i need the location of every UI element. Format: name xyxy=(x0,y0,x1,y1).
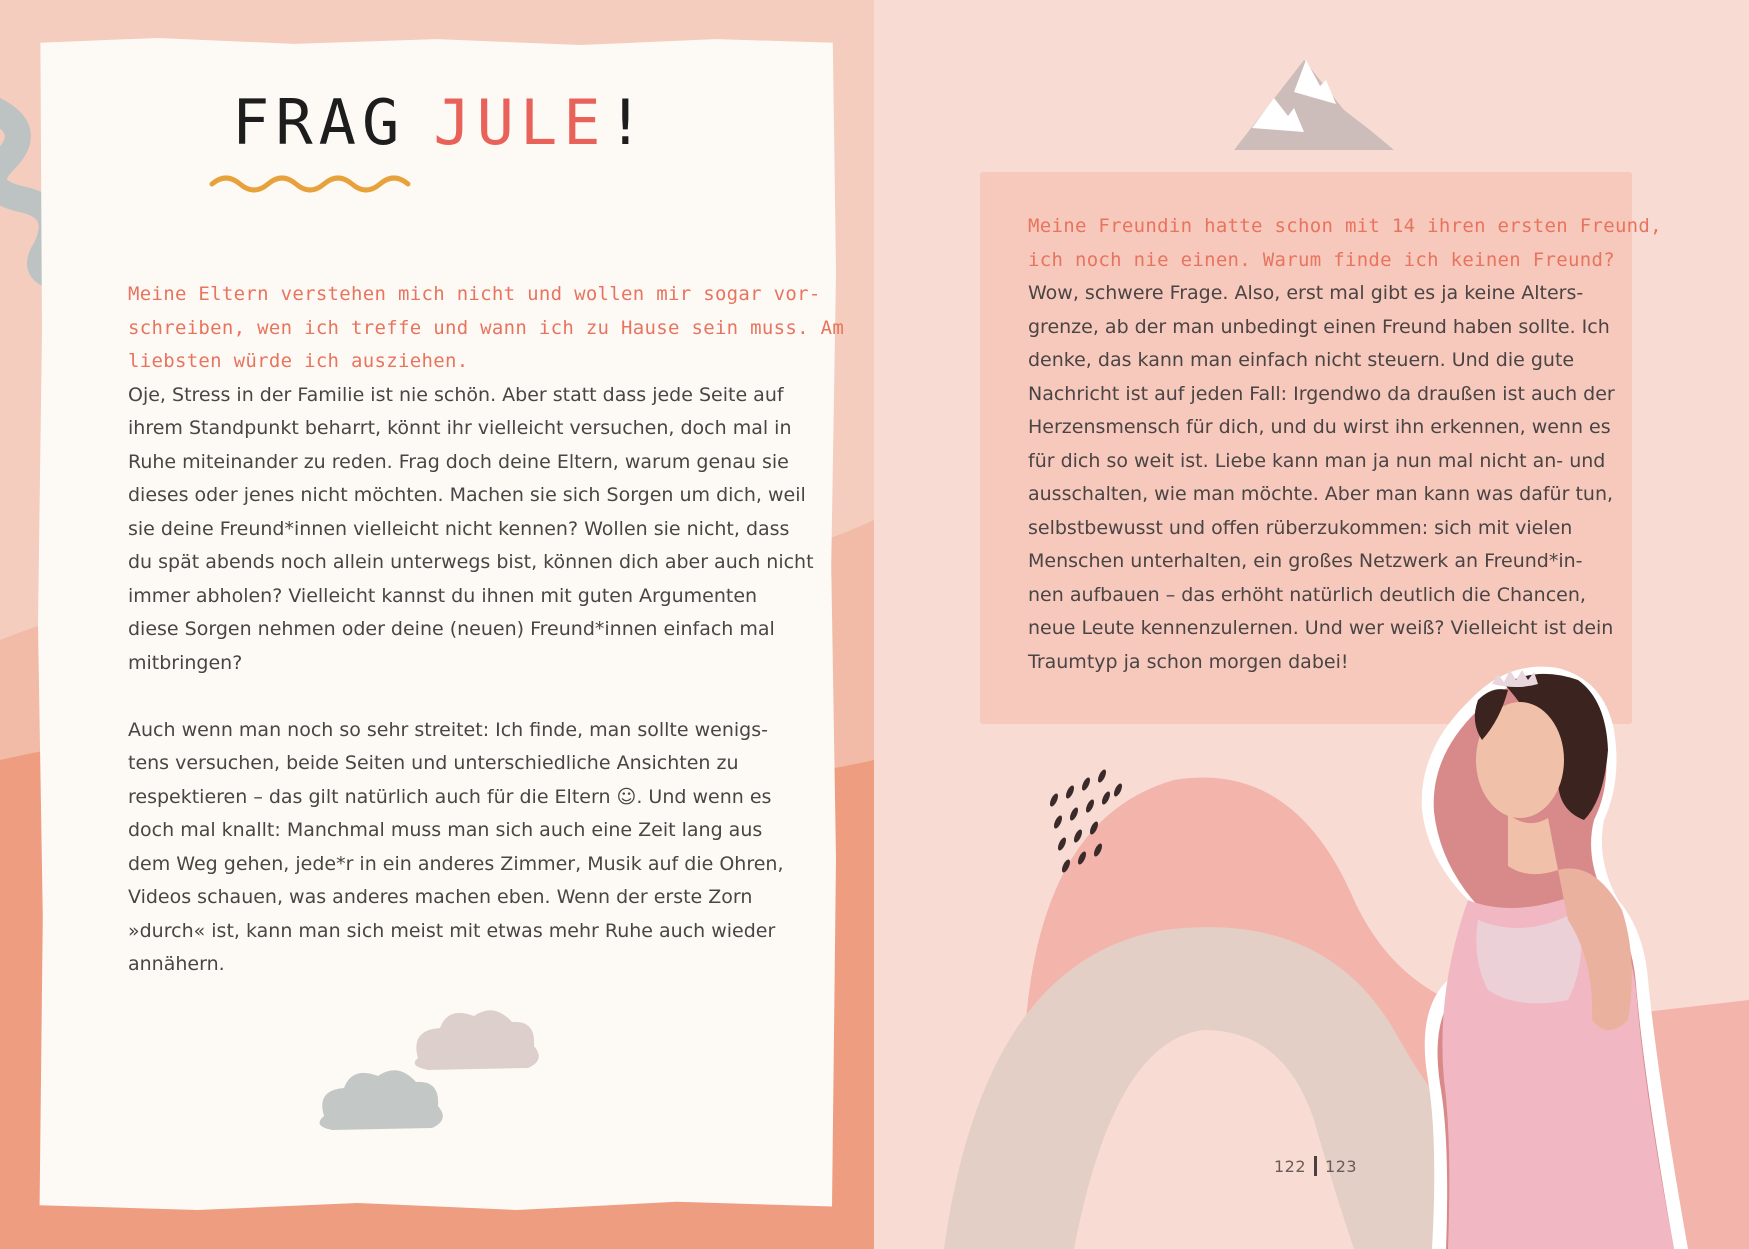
body-line: Herzensmensch für dich, und du wirst ihn erkennen, wenn es xyxy=(1028,416,1611,438)
question-line: Meine Freundin hatte schon mit 14 ihren ersten Freund, xyxy=(1028,215,1662,237)
body-line: neue Leute kennenzulernen. Und wer weiß? Vielleicht ist dein xyxy=(1028,617,1614,639)
left-answer-paragraph-1 xyxy=(128,379,844,681)
page-number-separator xyxy=(1314,1156,1317,1176)
body-line: selbstbewusst und offen rüberzukommen: sich mit vielen xyxy=(1028,516,1573,539)
page-title xyxy=(232,86,650,159)
body-line: Oje, Stress in der Familie ist nie schön. Aber statt dass jede Seite auf xyxy=(128,383,784,406)
paragraph-gap xyxy=(128,680,844,714)
title-word-jule: JULE xyxy=(433,86,607,159)
page-number-right: 123 xyxy=(1325,1157,1358,1176)
left-answer-paragraph-2 xyxy=(128,714,844,982)
body-line: dieses oder jenes nicht möchten. Machen sie sich Sorgen um dich, weil xyxy=(128,484,806,506)
title-exclamation: ! xyxy=(606,86,650,159)
body-line: respektieren – das gilt natürlich auch für die Eltern ☺. Und wenn es xyxy=(128,785,772,808)
body-line: »durch« ist, kann man sich meist mit etwas mehr Ruhe auch wieder xyxy=(128,919,776,942)
question-line: ich noch nie einen. Warum finde ich keinen Freund? xyxy=(1028,248,1615,271)
body-line: du spät abends noch allein unterwegs bist, können dich aber auch nicht xyxy=(128,551,814,573)
body-line: Traumtyp ja schon morgen dabei! xyxy=(1028,650,1349,673)
body-line: immer abholen? Vielleicht kannst du ihnen mit guten Argumenten xyxy=(128,584,758,607)
mountain-shape xyxy=(1234,60,1394,150)
right-column xyxy=(1028,210,1662,679)
left-column xyxy=(128,278,844,982)
person-photo-cutout xyxy=(1408,660,1698,1249)
page-number-left: 122 xyxy=(1274,1157,1307,1176)
body-line: Videos schauen, was anderes machen eben. Wenn der erste Zorn xyxy=(128,886,753,908)
question-line: liebsten würde ich ausziehen. xyxy=(128,350,469,372)
body-line: ihrem Standpunkt beharrt, könnt ihr vielleicht versuchen, doch mal in xyxy=(128,417,792,439)
body-line: für dich so weit ist. Liebe kann man ja nun mal nicht an- und xyxy=(1028,449,1606,472)
body-line: doch mal knallt: Manchmal muss man sich auch eine Zeit lang aus xyxy=(128,819,763,841)
body-line: tens versuchen, beide Seiten und unterschiedliche Ansichten zu xyxy=(128,752,739,774)
right-answer xyxy=(1028,277,1662,679)
page-numbers xyxy=(1274,1156,1357,1176)
body-line: denke, das kann man einfach nicht steuern. Und die gute xyxy=(1028,349,1575,371)
body-line: Menschen unterhalten, ein großes Netzwerk an Freund*in- xyxy=(1028,550,1583,572)
body-line: annähern. xyxy=(128,953,225,975)
right-question xyxy=(1028,210,1662,277)
body-line: diese Sorgen nehmen oder deine (neuen) Freund*innen einfach mal xyxy=(128,618,775,640)
body-line: Wow, schwere Frage. Also, erst mal gibt es ja keine Alters- xyxy=(1028,282,1584,304)
title-word-frag: FRAG xyxy=(232,86,406,159)
body-line: mitbringen? xyxy=(128,651,243,674)
body-line: Nachricht ist auf jeden Fall: Irgendwo da draußen ist auch der xyxy=(1028,382,1615,405)
left-question xyxy=(128,278,844,379)
body-line: Ruhe miteinander zu reden. Frag doch deine Eltern, warum genau sie xyxy=(128,450,789,473)
body-line: grenze, ab der man unbedingt einen Freund haben sollte. Ich xyxy=(1028,315,1610,338)
title-wavy-underline xyxy=(208,170,418,198)
body-line: Auch wenn man noch so sehr streitet: Ich finde, man sollte wenigs- xyxy=(128,718,768,741)
body-line: sie deine Freund*innen vielleicht nicht kennen? Wollen sie nicht, dass xyxy=(128,517,790,540)
body-line: dem Weg gehen, jede*r in ein anderes Zimmer, Musik auf die Ohren, xyxy=(128,852,784,875)
question-line: schreiben, wen ich treffe und wann ich zu Hause sein muss. Am xyxy=(128,316,845,339)
question-line: Meine Eltern verstehen mich nicht und wollen mir sogar vor- xyxy=(128,283,821,305)
body-line: nen aufbauen – das erhöht natürlich deutlich die Chancen, xyxy=(1028,583,1586,606)
body-line: ausschalten, wie man möchte. Aber man kann was dafür tun, xyxy=(1028,483,1614,505)
